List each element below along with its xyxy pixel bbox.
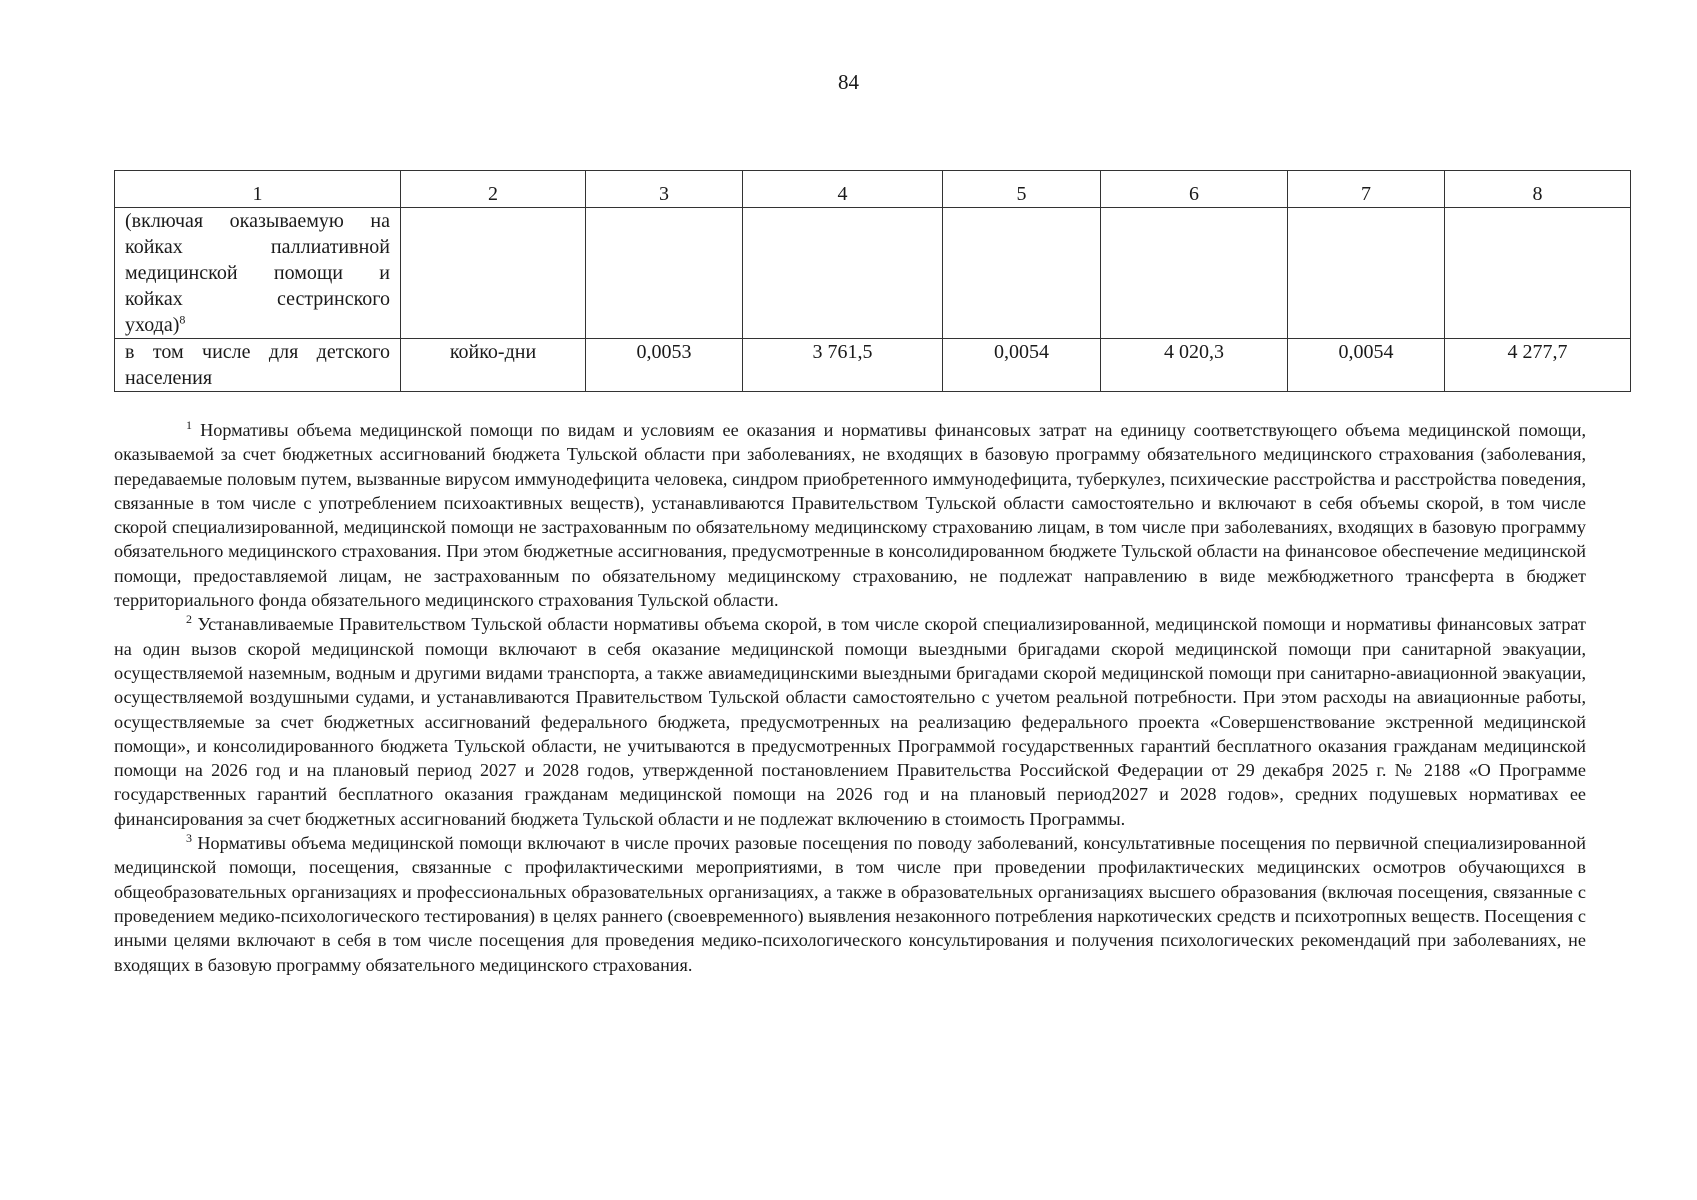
footnote (114, 612, 1586, 831)
footnote-mark: 2 (186, 612, 192, 627)
table-cell (401, 208, 586, 339)
value-cell: 4 277,7 (1445, 339, 1631, 392)
footnote-text: Нормативы объема медицинской помощи включают в числе прочих разовые посещения по поводу заболеваний, консультативные посещения по первичной специализированной медицинской помощи, посещения, связанные с профилактическими мероприятиями, в том числе при проведении профилактических медицинских осмотров обучающихся в общеобразовательных организациях и профессиональных образовательных организациях, а также в образовательных организациях высшего образования (включая посещения, связанные с проведением медико-психологического тестирования) в целях раннего (своевременного) выявления незаконного потребления наркотических средств и психотропных веществ. Посещения с иными целями включают в себя в том числе посещения для проведения медико-психологического консультирования и получения психологических рекомендаций при заболеваниях, не входящих в базовую программу обязательного медицинского страхования. (114, 833, 1586, 975)
row-label-line: (включая оказываемую на (125, 210, 390, 232)
row-label-line: населения (125, 367, 213, 389)
value-cell: 0,0054 (1288, 339, 1445, 392)
footnote (114, 831, 1586, 977)
footnote-text: Нормативы объема медицинской помощи по видам и условиям ее оказания и нормативы финансовых затрат на единицу соответствующего объема медицинской помощи, оказываемой за счет бюджетных ассигнований бюджета Тульской области при заболеваниях, не входящих в базовую программу обязательного медицинского страхования (заболевания, передаваемые половым путем, вызванные вирусом иммунодефицита человека, синдром приобретенного иммунодефицита, туберкулез, психические расстройства и расстройства поведения, связанные в том числе с употреблением психоактивных веществ), устанавливаются Правительством Тульской области самостоятельно и включают в себя объемы скорой, в том числе скорой специализированной, медицинской помощи не застрахованным по обязательному медицинскому страхованию лицам, в том числе при заболеваниях, входящих в базовую программу обязательного медицинского страхования. При этом бюджетные ассигнования, предусмотренные в консолидированном бюджете Тульской области на финансовое обеспечение медицинской помощи, предоставляемой лицам, не застрахованным по обязательному медицинскому страхованию, не подлежат направлению в виде межбюджетного трансферта в бюджет территориального фонда обязательного медицинского страхования Тульской области. (114, 420, 1586, 611)
column-header: 2 (401, 171, 586, 208)
table-cell (1288, 208, 1445, 339)
footnote (114, 418, 1586, 612)
table-cell (1101, 208, 1288, 339)
table-cell (743, 208, 943, 339)
footnote-ref: 8 (179, 312, 186, 327)
table-header-row (115, 171, 1631, 208)
column-header: 1 (115, 171, 401, 208)
footnote-text: Устанавливаемые Правительством Тульской области нормативы объема скорой, в том числе скорой специализированной, медицинской помощи и нормативы финансовых затрат на один вызов скорой медицинской помощи включают в себя оказание медицинской помощи выездными бригадами скорой медицинской помощи при санитарной эвакуации, осуществляемой наземным, водным и другими видами транспорта, а также авиамедицинскими выездными бригадами скорой медицинской помощи при санитарно-авиационной эвакуации, осуществляемой воздушными судами, и устанавливаются Правительством Тульской области самостоятельно с учетом реальной потребности. При этом расходы на авиационные работы, осуществляемые за счет бюджетных ассигнований федерального бюджета, предусмотренных на реализацию федерального проекта «Совершенствование экстренной медицинской помощи», и консолидированного бюджета Тульской области, не учитываются в предусмотренных Программой государственных гарантий бесплатного оказания гражданам медицинской помощи на 2026 год и на плановый период 2027 и 2028 годов, утвержденной постановлением Правительства Российской Федерации от 29 декабря 2025 г. № 2188 «О Программе государственных гарантий бесплатного оказания гражданам медицинской помощи на 2026 год и на плановый период2027 и 2028 годов», средних подушевых нормативах ее финансирования за счет бюджетных ассигнований бюджета Тульской области и не подлежат включению в стоимость Программы. (114, 614, 1586, 829)
value-cell: 0,0054 (943, 339, 1101, 392)
table-row (115, 339, 1631, 392)
footnotes (114, 418, 1586, 977)
row-label-line: в том числе для детского (125, 341, 390, 363)
footnote-mark: 3 (186, 830, 192, 845)
row-label-line: медицинской помощи и (125, 262, 390, 284)
row-label (115, 339, 401, 392)
value-cell: 3 761,5 (743, 339, 943, 392)
value-cell: 4 020,3 (1101, 339, 1288, 392)
column-header: 7 (1288, 171, 1445, 208)
row-label-line: койках паллиативной (125, 236, 390, 258)
column-header: 4 (743, 171, 943, 208)
table-cell (586, 208, 743, 339)
data-table (114, 170, 1631, 392)
value-cell: 0,0053 (586, 339, 743, 392)
column-header: 6 (1101, 171, 1288, 208)
column-header: 5 (943, 171, 1101, 208)
page-number: 84 (838, 70, 859, 94)
table-row (115, 208, 1631, 339)
row-label-line: койках сестринского (125, 288, 390, 310)
row-label (115, 208, 401, 339)
unit-cell: койко-дни (401, 339, 586, 392)
table-cell (1445, 208, 1631, 339)
footnote-mark: 1 (186, 417, 192, 432)
table-cell (943, 208, 1101, 339)
column-header: 8 (1445, 171, 1631, 208)
row-label-line (125, 312, 390, 338)
column-header: 3 (586, 171, 743, 208)
row-label-text: ухода) (125, 314, 180, 336)
